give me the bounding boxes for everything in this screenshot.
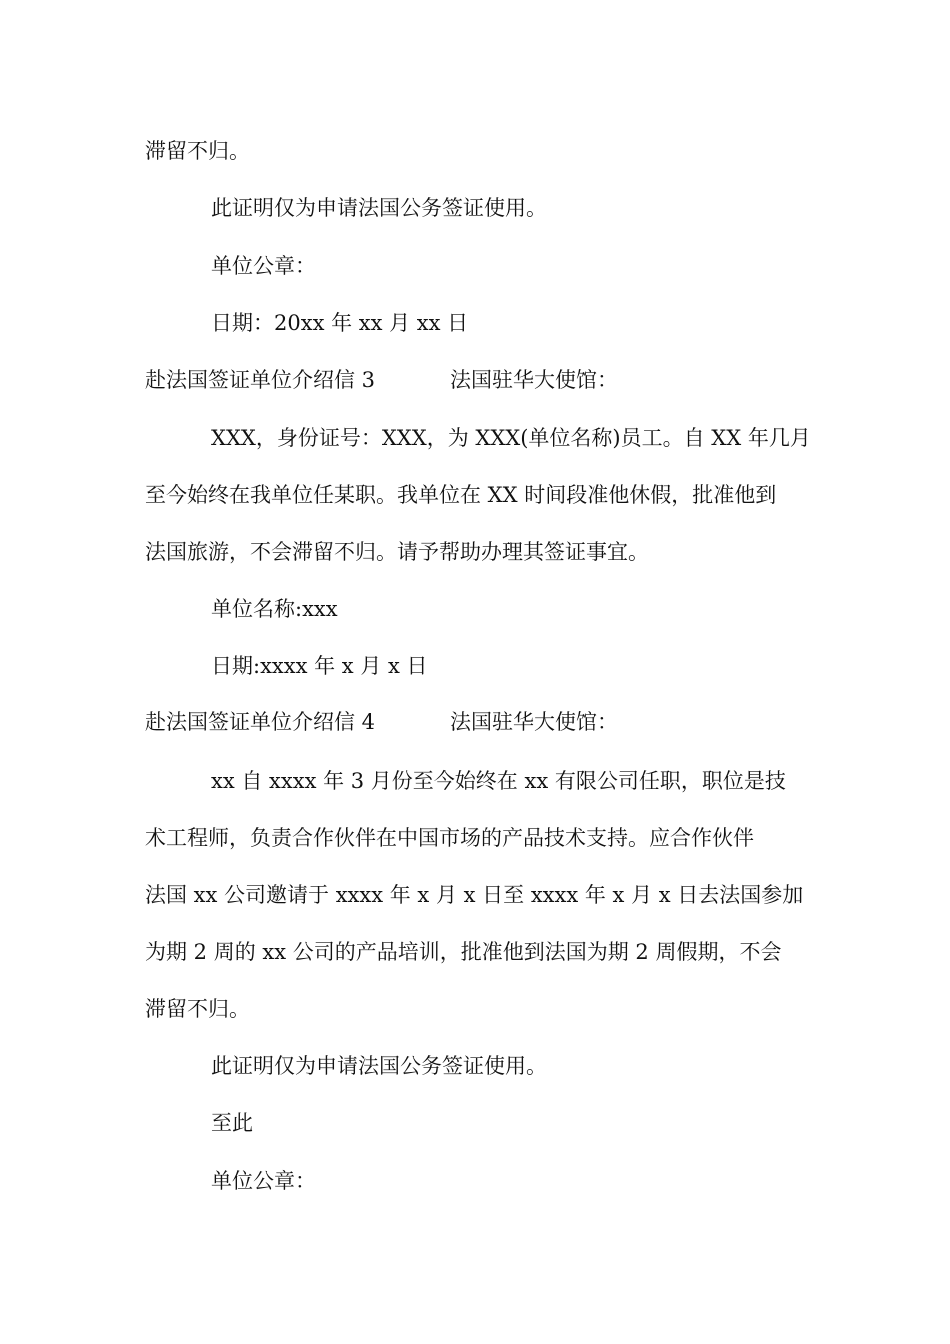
- paragraph-line: 法国 xx 公司邀请于 xxxx 年 x 月 x 日至 xxxx 年 x 月 x 日去法国参加: [145, 883, 804, 907]
- letter-recipient: 法国驻华大使馆：: [450, 710, 618, 734]
- certification-purpose: 此证明仅为申请法国公务签证使用。: [211, 1054, 547, 1078]
- letter-heading-3: [145, 365, 618, 395]
- date-line: 日期:xxxx 年 x 月 x 日: [211, 654, 428, 678]
- letter-recipient: 法国驻华大使馆：: [450, 368, 618, 392]
- paragraph-line: 为期 2 周的 xx 公司的产品培训，批准他到法国为期 2 周假期，不会: [145, 940, 782, 964]
- paragraph-line: XXX，身份证号：XXX，为 XXX(单位名称)员工。自 XX 年几月: [211, 426, 811, 450]
- company-seal-label: 单位公章：: [211, 1169, 316, 1193]
- paragraph-line: 术工程师，负责合作伙伴在中国市场的产品技术支持。应合作伙伴: [145, 826, 754, 850]
- letter-title: 赴法国签证单位介绍信 3: [145, 368, 376, 392]
- company-name-line: 单位名称:xxx: [211, 597, 338, 621]
- letter-heading-4: [145, 707, 618, 737]
- date-line: 日期：20xx 年 xx 月 xx 日: [211, 311, 469, 335]
- company-seal-label: 单位公章：: [211, 254, 316, 278]
- paragraph-line: xx 自 xxxx 年 3 月份至今始终在 xx 有限公司任职，职位是技: [211, 769, 786, 793]
- paragraph-line: 法国旅游，不会滞留不归。请予帮助办理其签证事宜。: [145, 540, 649, 564]
- closing-line: 至此: [211, 1111, 253, 1135]
- paragraph-line: 滞留不归。: [145, 997, 250, 1021]
- letter-title: 赴法国签证单位介绍信 4: [145, 710, 376, 734]
- paragraph-line: 至今始终在我单位任某职。我单位在 XX 时间段准他休假，批准他到: [145, 483, 777, 507]
- paragraph-line: 滞留不归。: [145, 139, 250, 163]
- certification-purpose: 此证明仅为申请法国公务签证使用。: [211, 196, 547, 220]
